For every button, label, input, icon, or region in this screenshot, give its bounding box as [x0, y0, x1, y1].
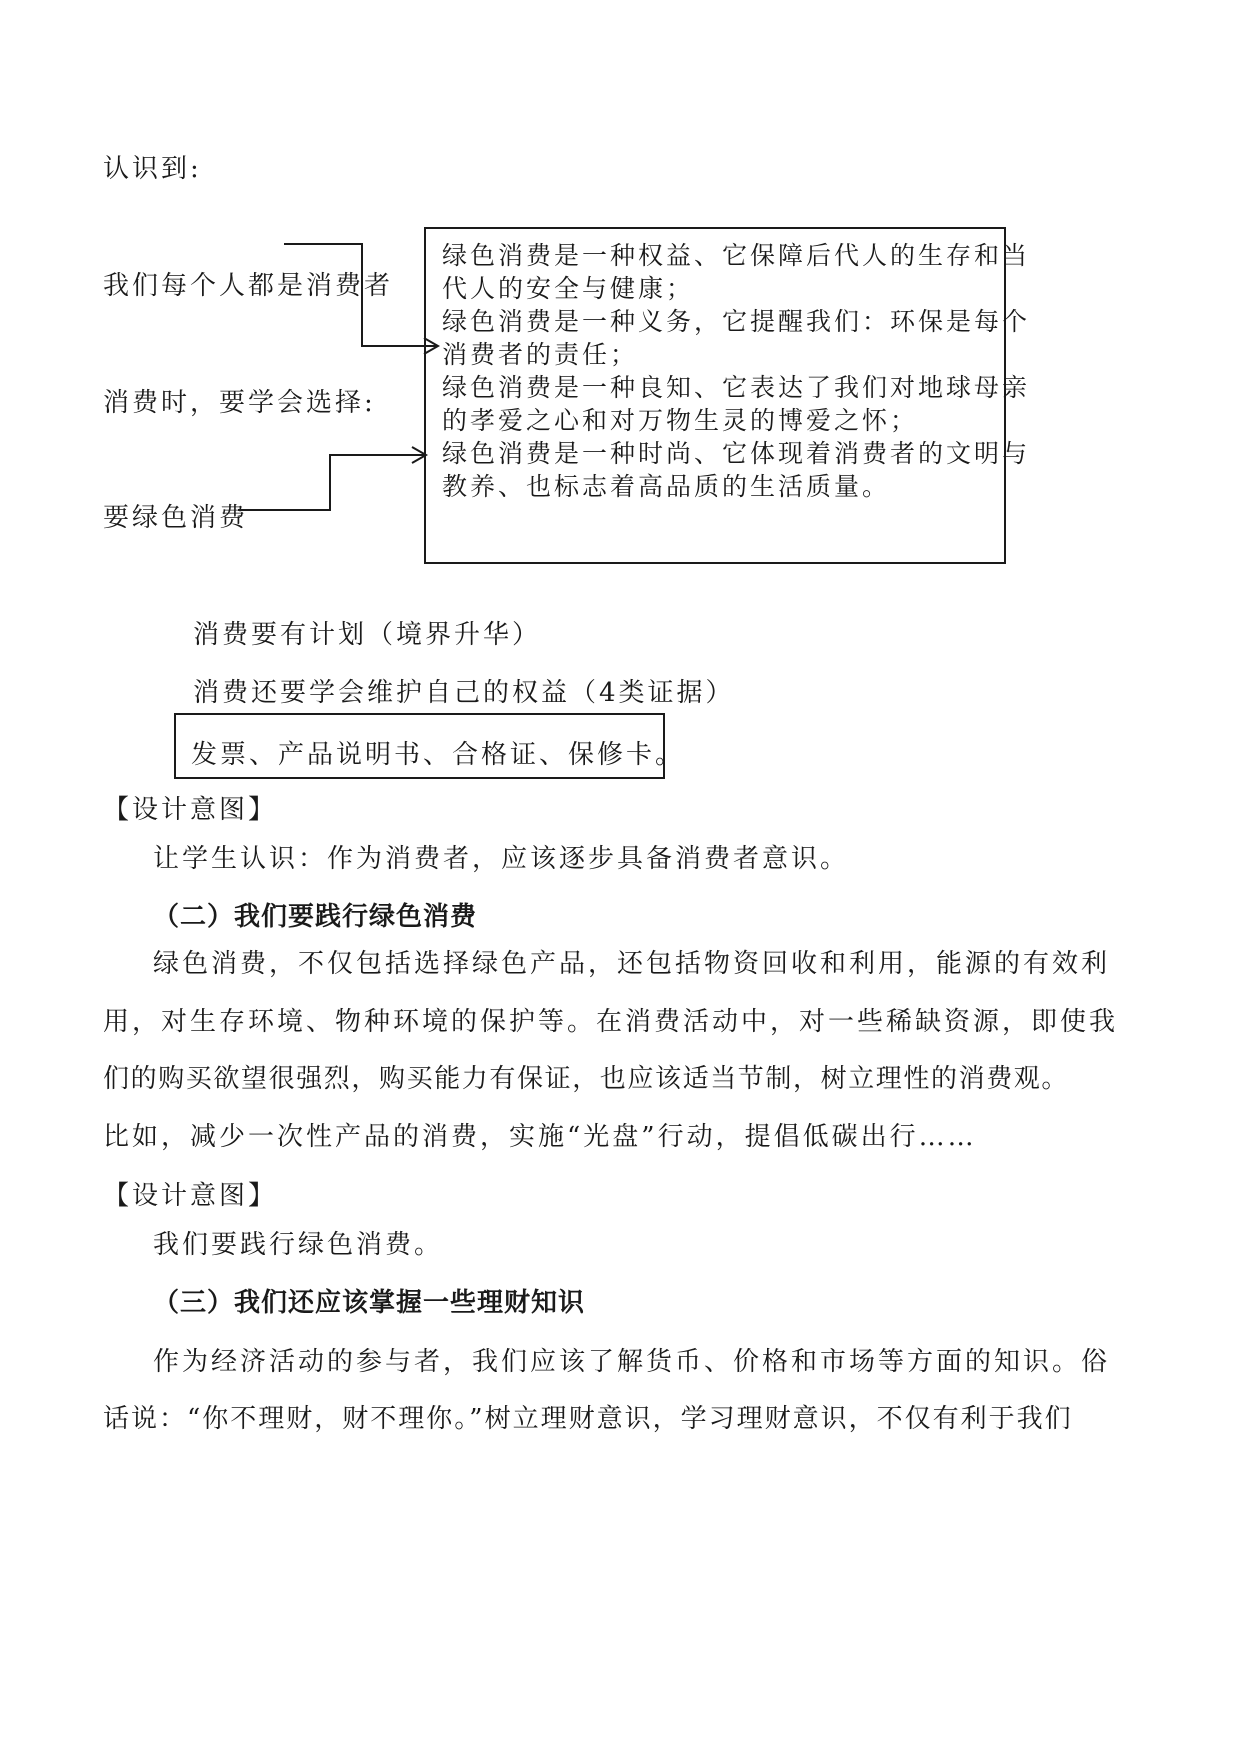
- box-line: 绿色消费是一种权益、它保障后代人的生存和当: [442, 241, 1031, 270]
- section-heading: （二）我们要践行绿色消费: [153, 902, 478, 932]
- green-consumption-box: [424, 227, 1031, 564]
- left-item-choose: 消费时，要学会选择:: [103, 388, 376, 418]
- left-item-consumer: 我们每个人都是消费者: [103, 271, 394, 301]
- box-line: 绿色消费是一种义务，它提醒我们：环保是每个: [442, 307, 1031, 336]
- design-intent-text: 我们要践行绿色消费。: [153, 1230, 444, 1260]
- box-line: 教养、也标志着高品质的生活质量。: [442, 472, 891, 501]
- box-line: 绿色消费是一种时尚、它体现着消费者的文明与: [442, 439, 1031, 468]
- arrow-green: [238, 455, 424, 510]
- paragraph-line: 作为经济活动的参与者，我们应该了解货币、价格和市场等方面的知识。俗: [153, 1347, 1111, 1377]
- section-heading: （三）我们还应该掌握一些理财知识: [153, 1288, 586, 1318]
- box-line: 的孝爱之心和对万物生灵的博爱之怀；: [442, 406, 919, 435]
- box-line: 绿色消费是一种良知、它表达了我们对地球母亲: [442, 373, 1031, 402]
- paragraph-line: 绿色消费，不仅包括选择绿色产品，还包括物资回收和利用，能源的有效利: [153, 949, 1111, 979]
- paragraph-line: 们的购买欲望很强烈，购买能力有保证，也应该适当节制，树立理性的消费观。: [103, 1064, 1070, 1094]
- design-intent-text: 让学生认识：作为消费者，应该逐步具备消费者意识。: [153, 844, 850, 874]
- design-intent-label: 【设计意图】: [103, 795, 278, 825]
- evidence-text: 发票、产品说明书、合格证、保修卡。: [191, 740, 685, 770]
- paragraph-line: 用，对生存环境、物种环境的保护等。在消费活动中，对一些稀缺资源，即使我: [103, 1007, 1119, 1037]
- paragraph-line: 比如，减少一次性产品的消费，实施“光盘”行动，提倡低碳出行……: [103, 1122, 977, 1152]
- paragraph-line: 话说：“你不理财，财不理你。”树立理财意识，学习理财意识，不仅有利于我们: [103, 1404, 1073, 1434]
- arrow-consumer: [284, 244, 436, 346]
- rights-line: 消费还要学会维护自己的权益（4类证据）: [193, 678, 735, 708]
- box-line: 代人的安全与健康；: [442, 274, 695, 303]
- evidence-box: [174, 713, 685, 779]
- left-item-green: 要绿色消费: [103, 503, 249, 533]
- plan-line: 消费要有计划（境界升华）: [193, 620, 542, 650]
- intro-label: 认识到:: [103, 154, 202, 184]
- design-intent-label: 【设计意图】: [103, 1181, 278, 1211]
- box-line: 消费者的责任；: [442, 340, 639, 369]
